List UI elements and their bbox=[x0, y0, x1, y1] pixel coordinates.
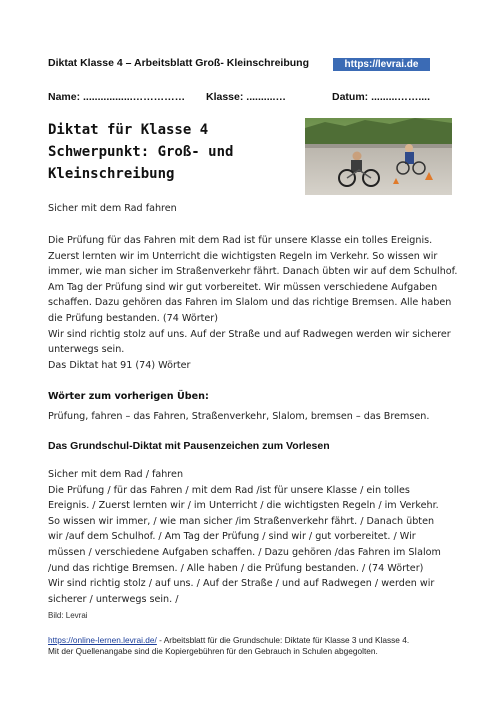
dictation-paragraph bbox=[48, 233, 457, 373]
cyclist-photo bbox=[305, 118, 452, 195]
pause-line: Wir sind richtig stolz / auf uns. / Auf der Straße / und auf Radwegen / werden wir bbox=[48, 578, 435, 590]
footer-source-link[interactable]: https://online-lernen.levrai.de/ bbox=[48, 635, 157, 645]
pause-line: So wissen wir immer, / wie man sicher /im Straßenverkehr fährt. / Danach übten bbox=[48, 515, 435, 527]
pause-line: müssen / verschiedene Aufgaben schaffen. / Dazu gehören /das Fahren im Slalom bbox=[48, 546, 441, 558]
word-count: Das Diktat hat 91 (74) Wörter bbox=[48, 359, 191, 371]
datum-field[interactable]: Datum: .........…….... bbox=[332, 91, 431, 103]
dictation-line: Am Tag der Prüfung sind wir gut vorbereitet. Wir müssen verschiedene Aufgaben bbox=[48, 281, 438, 293]
footer-line-2: Mit der Quellenangabe sind die Kopiergebühren für den Gebrauch in Schulen abgegolten. bbox=[48, 646, 378, 656]
dictation-line: Die Prüfung für das Fahren mit dem Rad ist für unsere Klasse ein tolles Ereignis. bbox=[48, 235, 433, 246]
footer-line-1 bbox=[48, 635, 409, 646]
practice-heading: Wörter zum vorherigen Üben: bbox=[48, 391, 209, 402]
cyclist-photo-illustration bbox=[305, 118, 452, 195]
site-badge-link[interactable]: https://levrai.de bbox=[333, 58, 430, 71]
dictation-heading: Sicher mit dem Rad fahren bbox=[48, 203, 177, 214]
pause-dictation-text bbox=[48, 467, 441, 607]
dictation-line: Zuerst lernten wir im Unterricht die wichtigsten Regeln im Verkehr. So wissen wir bbox=[48, 250, 438, 262]
image-credit: Bild: Levrai bbox=[48, 611, 88, 620]
main-title-line-3: Kleinschreibung bbox=[48, 166, 175, 182]
name-field[interactable]: Name: .................…………… bbox=[48, 91, 186, 103]
pause-line: /und das richtige Bremsen. / Alle haben / die Prüfung bestanden. / (74 Wörter) bbox=[48, 562, 424, 574]
klasse-field[interactable]: Klasse: ..........… bbox=[206, 91, 286, 103]
main-title bbox=[48, 119, 288, 185]
pause-line: Die Prüfung / für das Fahren / mit dem Rad /ist für unsere Klasse / ein tolles bbox=[48, 484, 410, 496]
pause-line: Ereignis. / Zuerst lernten wir / im Unterricht / die wichtigsten Regeln / im Verkehr. bbox=[48, 500, 439, 512]
pause-section-heading: Das Grundschul-Diktat mit Pausenzeichen zum Vorlesen bbox=[48, 440, 330, 452]
dictation-line: unterwegs sein. bbox=[48, 344, 125, 356]
dictation-line: immer, wie man sicher im Straßenverkehr fährt. Danach übten wir auf dem Schulhof. bbox=[48, 266, 458, 278]
worksheet-header-title: Diktat Klasse 4 – Arbeitsblatt Groß- Kleinschreibung bbox=[48, 57, 310, 69]
main-title-line-2: Schwerpunkt: Groß- und bbox=[48, 144, 234, 160]
footer bbox=[48, 635, 409, 657]
practice-words: Prüfung, fahren – das Fahren, Straßenverkehr, Slalom, bremsen – das Bremsen. bbox=[48, 411, 430, 422]
dictation-line: Wir sind richtig stolz auf uns. Auf der Straße und auf Radwegen werden wir sicherer bbox=[48, 328, 451, 340]
pause-line: sicherer / unterwegs sein. / bbox=[48, 593, 179, 605]
footer-line-1-text: - Arbeitsblatt für die Grundschule: Diktate für Klasse 3 und Klasse 4. bbox=[156, 635, 410, 645]
dictation-line: schaffen. Dazu gehören das Fahren im Slalom und das richtige Bremsen. Alle haben bbox=[48, 297, 452, 309]
dictation-line: die Prüfung bestanden. (74 Wörter) bbox=[48, 312, 218, 324]
main-title-line-1: Diktat für Klasse 4 bbox=[48, 122, 209, 138]
pause-line: Sicher mit dem Rad / fahren bbox=[48, 469, 184, 480]
pause-line: wir /auf dem Schulhof. / Am Tag der Prüfung / sind wir / gut vorbereitet. / Wir bbox=[48, 531, 416, 543]
